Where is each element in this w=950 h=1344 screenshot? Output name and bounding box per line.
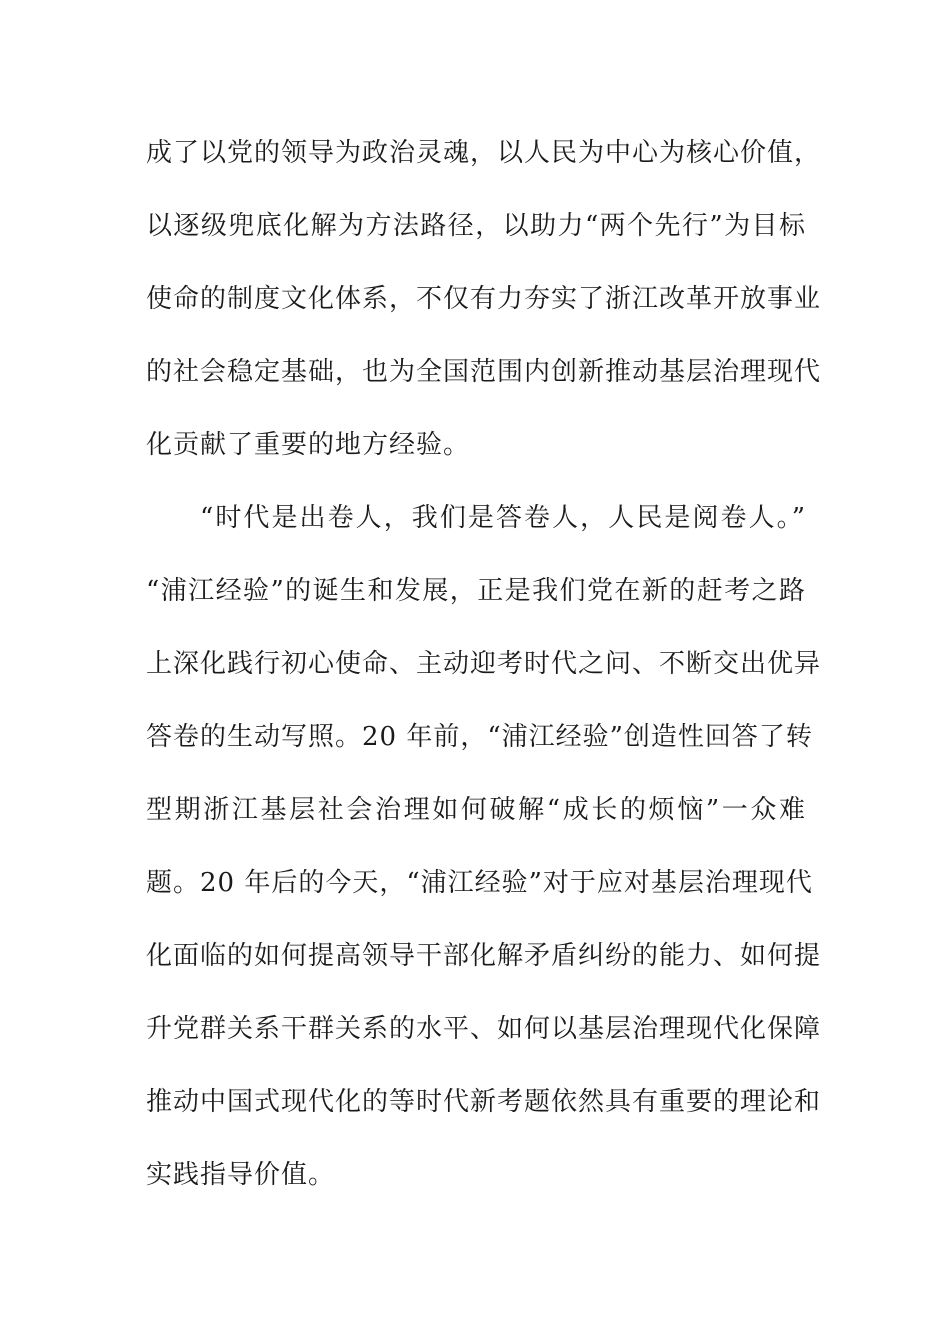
text-line: 题。20 年后的今天，“浦江经验”对于应对基层治理现代 [146,868,813,898]
text-line: 升党群关系干群关系的水平、如何以基层治理现代化保障 [146,1014,822,1044]
text-line: 的社会稳定基础，也为全国范围内创新推动基层治理现代 [146,357,822,387]
text-line: 上深化践行初心使命、主动迎考时代之问、不断交出优异 [146,649,822,679]
text-line: 化面临的如何提高领导干部化解矛盾纠纷的能力、如何提 [146,941,822,971]
text-line: “浦江经验”的诞生和发展，正是我们党在新的赶考之路 [146,576,806,606]
text-line: “时代是出卷人，我们是答卷人，人民是阅卷人。” [200,503,806,533]
text-line: 成了以党的领导为政治灵魂，以人民为中心为核心价值， [146,138,822,168]
text-line: 推动中国式现代化的等时代新考题依然具有重要的理论和 [146,1087,822,1117]
text-line: 型期浙江基层社会治理如何破解“成长的烦恼”一众难 [146,795,806,825]
text-line: 使命的制度文化体系，不仅有力夯实了浙江改革开放事业 [146,284,822,314]
text-line: 答卷的生动写照。20 年前，“浦江经验”创造性回答了转 [146,722,813,752]
text-line: 实践指导价值。 [146,1160,336,1190]
text-line: 化贡献了重要的地方经验。 [146,430,471,460]
text-line: 以逐级兜底化解为方法路径，以助力“两个先行”为目标 [146,211,806,241]
